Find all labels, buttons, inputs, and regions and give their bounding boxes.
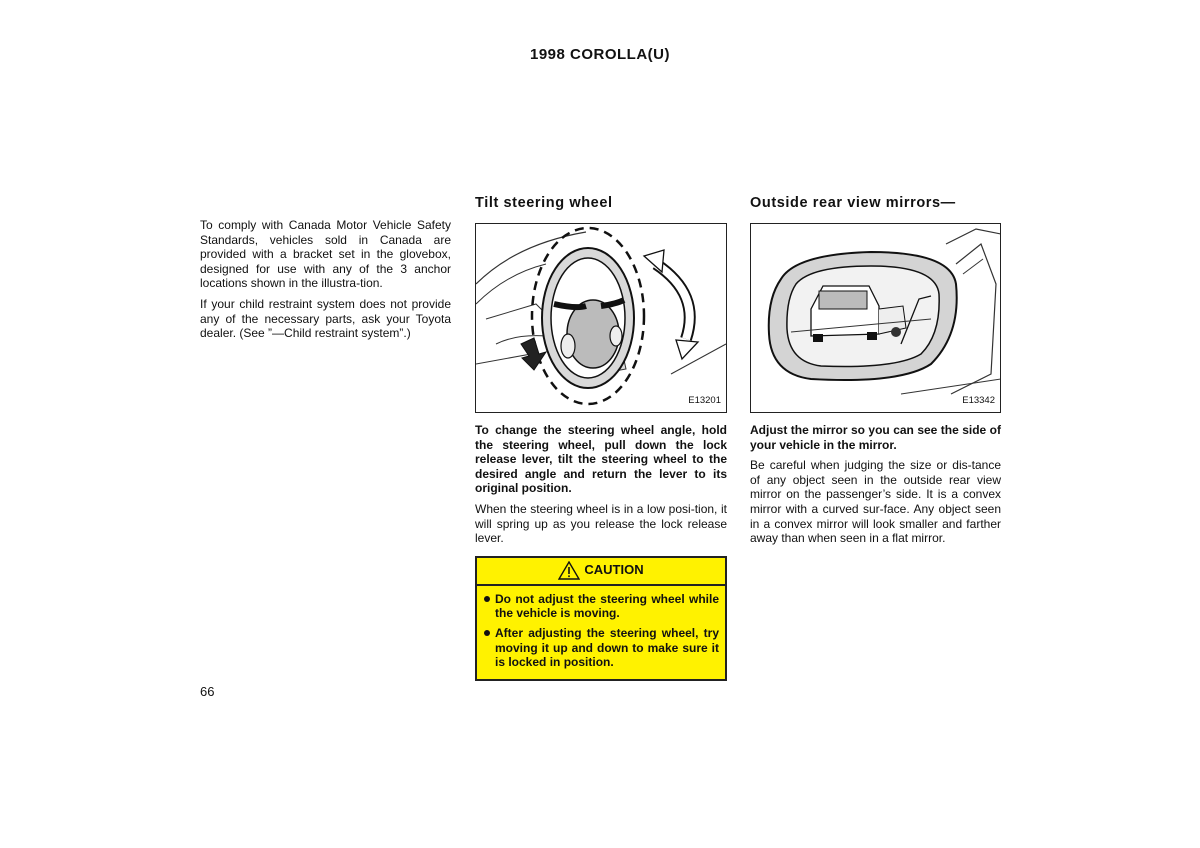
left-column [200, 218, 451, 347]
caution-body [477, 586, 725, 679]
caution-label: CAUTION [584, 562, 644, 578]
section-title-outside-mirrors: Outside rear view mirrors— [750, 195, 956, 211]
bullet-icon [484, 596, 490, 602]
mirror-instruction: Adjust the mirror so you can see the side of your vehicle in the mirror. [750, 423, 1001, 452]
mirror-note: Be careful when judging the size or dis-tance of any object seen in the outside rear view mirror on the passenger’s side. It is a convex mirror with a curved sur-face. Any object seen in a convex mirror will look smaller and farther away than when seen in a flat mirror. [750, 458, 1001, 546]
page-header-title: 1998 COROLLA(U) [529, 46, 671, 63]
steering-wheel-illustration [476, 224, 726, 412]
figure-code-steering: E13201 [687, 394, 722, 409]
figure-code-mirror: E13342 [961, 394, 996, 409]
warning-triangle-icon [558, 561, 580, 580]
bullet-icon [484, 630, 490, 636]
tilt-steering-section [475, 196, 727, 681]
caution-box [475, 556, 727, 681]
caution-header [477, 558, 725, 586]
figure-rear-view-mirror [750, 223, 1001, 413]
outside-mirrors-section [750, 196, 1001, 552]
paragraph-canada-standards: To comply with Canada Motor Vehicle Safety Standards, vehicles sold in Canada are provided with a bracket set in the glovebox, designed for use with any of the 3 anchor locations shown in the illustra-tion. [200, 218, 451, 291]
tilt-instruction: To change the steering wheel angle, hold the steering wheel, pull down the lock release lever, tilt the steering wheel to the desired angle and return the lever to its original position. [475, 423, 727, 496]
rear-view-mirror-illustration [751, 224, 1001, 412]
paragraph-child-restraint: If your child restraint system does not provide any of the necessary parts, ask your Toyota dealer. (See ”—Child restraint system”.) [200, 296, 451, 341]
tilt-note: When the steering wheel is in a low posi-tion, it will spring up as you release the lock release lever. [475, 501, 727, 546]
page-number: 66 [200, 684, 215, 699]
caution-item [483, 626, 719, 670]
caution-item-text: Do not adjust the steering wheel while the vehicle is moving. [495, 591, 719, 621]
caution-item-text: After adjusting the steering wheel, try moving it up and down to make sure it is locked in position. [495, 625, 719, 670]
caution-item [483, 592, 719, 621]
section-title-tilt-steering: Tilt steering wheel [475, 195, 613, 211]
figure-steering-wheel [475, 223, 727, 413]
